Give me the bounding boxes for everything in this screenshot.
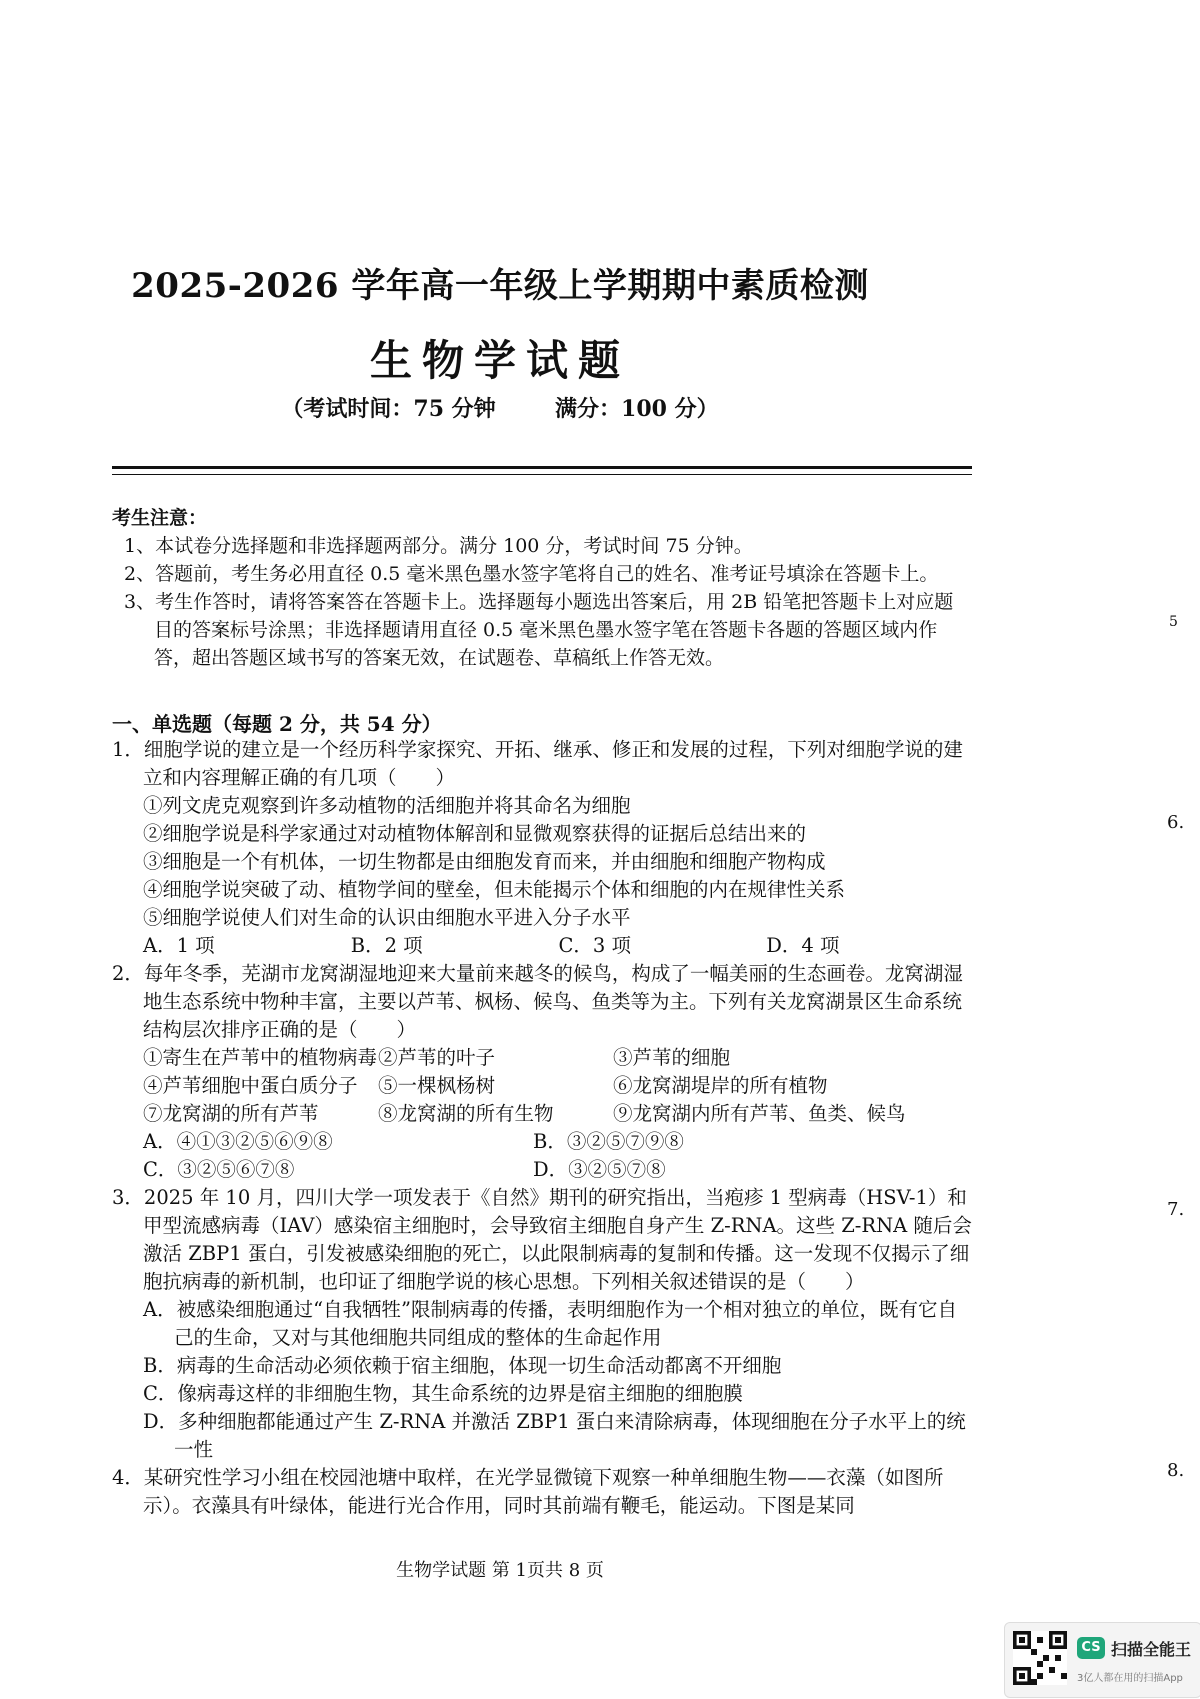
item-row bbox=[112, 1072, 974, 1100]
option-d: D．4 项 bbox=[766, 934, 840, 957]
notice-block bbox=[112, 504, 972, 672]
option-d: D．③②⑤⑦⑧ bbox=[533, 1158, 666, 1181]
margin-number: 5 bbox=[1169, 614, 1178, 630]
exam-time: （考试时间：75 分钟 bbox=[281, 396, 496, 422]
question-3-stem: 3．2025 年 10 月，四川大学一项发表于《自然》期刊的研究指出，当疱疹 1 型病毒（HSV-1）和甲型流感病毒（IAV）感染宿主细胞时，会导致宿主细胞自身产生 Z-RNA。这些 Z-RNA 随后会激活 ZBP1 蛋白，引发被感染细胞的死亡，以此限制病毒的复制和传播。这一发现不仅揭示了细胞抗病毒的新机制，也印证了细胞学说的核心思想。下列相关叙述错误的是（ ） bbox=[112, 1186, 972, 1293]
full-score: 满分：100 分） bbox=[555, 396, 719, 422]
statement: ④细胞学说突破了动、植物学间的壁垒，但未能揭示个体和细胞的内在规律性关系 bbox=[143, 878, 846, 901]
scanner-watermark bbox=[1004, 1622, 1200, 1698]
option-d: D．多种细胞都能通过产生 Z-RNA 并激活 ZBP1 蛋白来清除病毒，体现细胞在分子水平上的统一性 bbox=[143, 1410, 966, 1461]
item: ⑤一棵枫杨树 bbox=[378, 1074, 496, 1097]
option-a: A．被感染细胞通过“自我牺牲”限制病毒的传播，表明细胞作为一个相对独立的单位，既有它自己的生命，又对与其他细胞共同组成的整体的生命起作用 bbox=[143, 1298, 958, 1349]
item-row bbox=[112, 1100, 974, 1128]
questions bbox=[112, 736, 974, 1520]
option-b: B．病毒的生命活动必须依赖于宿主细胞，体现一切生命活动都离不开细胞 bbox=[143, 1354, 782, 1377]
item: ⑥龙窝湖堤岸的所有植物 bbox=[613, 1074, 828, 1097]
question-1-stem: 1．细胞学说的建立是一个经历科学家探究、开拓、继承、修正和发展的过程，下列对细胞学说的建立和内容理解正确的有几项（ ） bbox=[112, 738, 963, 789]
item: ③芦苇的细胞 bbox=[613, 1046, 731, 1069]
notice-item: 3、考生作答时，请将答案答在答题卡上。选择题每小题选出答案后，用 2B 铅笔把答题卡上对应题目的答案标号涂黑；非选择题请用直径 0.5 毫米黑色墨水签字笔在答题卡各题的答题区域内作答，超出答题区域书写的答案无效，在试题卷、草稿纸上作答无效。 bbox=[124, 591, 954, 669]
question-2-options-row bbox=[112, 1156, 974, 1184]
margin-number: 8. bbox=[1167, 1460, 1185, 1481]
qr-code-icon bbox=[1013, 1631, 1067, 1685]
item: ⑨龙窝湖内所有芦苇、鱼类、候鸟 bbox=[613, 1102, 906, 1125]
question-4-stem: 4．某研究性学习小组在校园池塘中取样，在光学显微镜下观察一种单细胞生物——衣藻（如图所示）。衣藻具有叶绿体，能进行光合作用，同时其前端有鞭毛，能运动。下图是某同 bbox=[112, 1466, 944, 1517]
statement: ①列文虎克观察到许多动植物的活细胞并将其命名为细胞 bbox=[143, 794, 631, 817]
statement: ③细胞是一个有机体，一切生物都是由细胞发育而来，并由细胞和细胞产物构成 bbox=[143, 850, 826, 873]
option-b: B．2 项 bbox=[350, 934, 423, 957]
option-c: C．3 项 bbox=[558, 934, 632, 957]
item: ⑦龙窝湖的所有芦苇 bbox=[143, 1102, 319, 1125]
question-2-stem: 2．每年冬季，芜湖市龙窝湖湿地迎来大量前来越冬的候鸟，构成了一幅美丽的生态画卷。龙窝湖湿地生态系统中物种丰富，主要以芦苇、枫杨、候鸟、鱼类等为主。下列有关龙窝湖景区生命系统结构层次排序正确的是（ ） bbox=[112, 962, 963, 1041]
item: ④芦苇细胞中蛋白质分子 bbox=[143, 1074, 358, 1097]
cs-logo-icon: CS bbox=[1077, 1637, 1105, 1659]
item-row bbox=[112, 1044, 974, 1072]
notice-item: 1、本试卷分选择题和非选择题两部分。满分 100 分，考试时间 75 分钟。 bbox=[124, 535, 753, 557]
separator-thick bbox=[112, 466, 972, 469]
margin-number: 6. bbox=[1167, 812, 1185, 833]
item: ①寄生在芦苇中的植物病毒 bbox=[143, 1046, 378, 1069]
separator-thin bbox=[112, 474, 972, 475]
notice-heading: 考生注意： bbox=[112, 507, 208, 529]
option-a: A．④①③②⑤⑥⑨⑧ bbox=[143, 1130, 333, 1153]
app-name: 扫描全能王 bbox=[1111, 1640, 1192, 1659]
option-c: C．像病毒这样的非细胞生物，其生命系统的边界是宿主细胞的细胞膜 bbox=[143, 1382, 743, 1405]
page-footer: 生物学试题 第 1页共 8 页 bbox=[396, 1560, 604, 1581]
option-c: C．③②⑤⑥⑦⑧ bbox=[143, 1158, 295, 1181]
item: ②芦苇的叶子 bbox=[378, 1046, 496, 1069]
section-title: 一、单选题（每题 2 分，共 54 分） bbox=[112, 712, 442, 736]
margin-number: 7. bbox=[1167, 1199, 1185, 1220]
statement: ②细胞学说是科学家通过对动植物体解剖和显微观察获得的证据后总结出来的 bbox=[143, 822, 807, 845]
item: ⑧龙窝湖的所有生物 bbox=[378, 1102, 554, 1125]
notice-item: 2、答题前，考生务必用直径 0.5 毫米黑色墨水签字笔将自己的姓名、准考证号填涂在答题卡上。 bbox=[124, 563, 939, 585]
option-a: A．1 项 bbox=[143, 934, 215, 957]
statement: ⑤细胞学说使人们对生命的认识由细胞水平进入分子水平 bbox=[143, 906, 631, 929]
question-2-options-row bbox=[112, 1128, 974, 1156]
option-b: B．③②⑤⑦⑨⑧ bbox=[533, 1130, 684, 1153]
exam-info bbox=[0, 392, 1000, 423]
subject-title: 生物学试题 bbox=[369, 336, 630, 385]
app-tagline: 3亿人都在用的扫描App bbox=[1077, 1673, 1183, 1684]
exam-title: 2025-2026 学年高一年级上学期期中素质检测 bbox=[131, 266, 869, 306]
question-1-options bbox=[112, 932, 974, 960]
